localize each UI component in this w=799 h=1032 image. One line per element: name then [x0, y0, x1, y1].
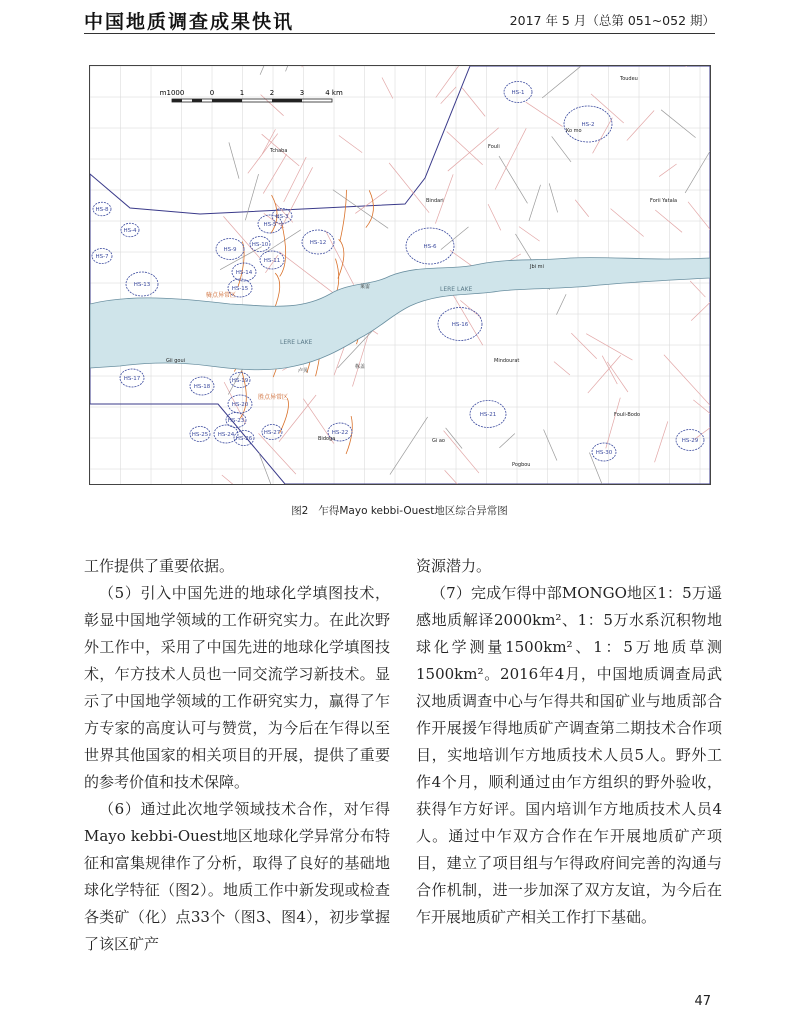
- right-column: [416, 553, 722, 931]
- anomaly-label: HS-14: [235, 270, 253, 276]
- region-label: 骑点异常区: [206, 292, 237, 299]
- figure-title: 乍得Mayo kebbi-Ouest地区综合异常图: [318, 505, 508, 517]
- scale-label-1: 1: [239, 89, 245, 97]
- anomaly-label: HS-10: [251, 242, 269, 248]
- anomaly-label: HS-24: [217, 432, 235, 438]
- fault-line: [441, 227, 469, 250]
- geochemical-anomaly-map: [89, 65, 711, 485]
- place-label: Ko mo: [566, 128, 582, 134]
- issue-info: 2017 年 5 月（总第 051~052 期）: [509, 13, 715, 28]
- place-label: Gii goui: [166, 358, 186, 364]
- place-label: 卢贝: [298, 368, 309, 374]
- anomaly-label: HS-8: [95, 207, 109, 213]
- fault-line: [229, 142, 239, 178]
- fault-line: [355, 190, 387, 213]
- fault-line: [542, 66, 581, 98]
- fault-line: [526, 102, 563, 126]
- fault-line: [258, 433, 295, 474]
- region-label: 胜点异常区: [258, 394, 289, 401]
- fault-line: [549, 183, 557, 212]
- anomaly-label: HS-11: [263, 258, 281, 264]
- place-label: Fouli-Bodo: [614, 412, 641, 418]
- fault-line: [664, 355, 710, 408]
- anomaly-label: HS-19: [231, 378, 249, 384]
- anomaly-label: HS-6: [423, 244, 437, 250]
- fault-line: [325, 231, 353, 285]
- scale-label-0: 0: [209, 89, 215, 97]
- fault-line: [685, 130, 710, 193]
- anomaly-label: HS-18: [193, 384, 211, 390]
- fault-line: [499, 434, 515, 448]
- fault-line: [591, 94, 624, 123]
- place-label: Gi ao: [432, 438, 445, 444]
- anomaly-label: HS-27: [263, 430, 281, 436]
- anomaly-label: HS-23: [227, 418, 245, 424]
- fault-line: [589, 452, 606, 484]
- fault-line: [444, 431, 479, 473]
- anomaly-label: HS-21: [479, 412, 497, 418]
- scale-label-3: 3: [299, 89, 305, 97]
- anomaly-label: HS-5: [263, 222, 277, 228]
- journal-title: 中国地质调查成果快讯: [84, 11, 295, 33]
- anomaly-label: HS-30: [595, 450, 613, 456]
- page-number: 47: [694, 994, 711, 1009]
- anomaly-label: HS-22: [331, 430, 349, 436]
- anomaly-label: HS-3: [275, 214, 289, 220]
- place-label: Pogbou: [512, 462, 531, 468]
- anomaly-label: HS-13: [133, 282, 151, 288]
- fault-line: [279, 252, 341, 299]
- fault-line: [659, 164, 676, 177]
- paragraph: 工作提供了重要依据。: [84, 557, 235, 575]
- fault-line: [688, 202, 710, 238]
- anomaly-label: HS-29: [681, 438, 699, 444]
- fault-line: [390, 417, 428, 475]
- fault-line: [593, 118, 613, 154]
- fault-line: [284, 157, 307, 202]
- fault-line: [488, 204, 501, 230]
- fault-line: [606, 398, 621, 449]
- fault-line: [245, 174, 258, 220]
- contour-line: [280, 223, 286, 277]
- fault-line: [261, 95, 284, 116]
- lere-lake: [90, 258, 710, 370]
- fault-line: [661, 110, 695, 138]
- contour-line: [279, 398, 288, 433]
- place-label: Toudeu: [620, 76, 638, 82]
- figure-caption: [0, 503, 799, 518]
- place-label: Bindari: [426, 198, 444, 204]
- place-label: Bidoga: [318, 436, 336, 442]
- fault-line: [382, 77, 393, 98]
- fault-line: [279, 395, 316, 442]
- anomaly-label: HS-20: [231, 402, 249, 408]
- anomaly-label: HS-9: [223, 247, 237, 253]
- fault-line: [571, 333, 596, 359]
- anomaly-label: HS-12: [309, 240, 327, 246]
- place-label: 栋盖: [355, 364, 366, 370]
- fault-line: [544, 429, 557, 460]
- fault-line: [447, 131, 483, 164]
- fault-line: [441, 87, 456, 104]
- anomaly-label: HS-2: [581, 122, 595, 128]
- fault-line: [691, 293, 710, 321]
- fault-line: [694, 419, 710, 439]
- anomaly-label: HS-15: [231, 286, 249, 292]
- place-label: Jbi mi: [530, 264, 544, 270]
- paragraph: （6）通过此次地学领域技术合作，对乍得Mayo kebbi-Ouest地区地球化学异常分布特征和富集规律作了分析，取得了良好的基础地球化学特征（图2）。地质工作中新发现或检查各类矿（化）点33个（图3、图4），初步掌握了该区矿产: [84, 800, 390, 953]
- fault-line: [575, 200, 589, 217]
- fault-line: [552, 136, 571, 162]
- fault-line: [499, 156, 527, 203]
- fault-line: [286, 66, 310, 71]
- fault-line: [263, 154, 286, 194]
- anomaly-label: HS-26: [235, 436, 253, 442]
- place-label: Tchaba: [270, 148, 288, 154]
- header-divider: [84, 33, 715, 34]
- place-label: Fouli: [488, 144, 500, 150]
- anomaly-label: HS-17: [123, 376, 141, 382]
- scale-label-2: 2: [269, 89, 275, 97]
- contour-line: [366, 190, 374, 227]
- anomaly-label: HS-25: [191, 432, 209, 438]
- fault-line: [655, 421, 668, 462]
- fault-line: [462, 88, 485, 117]
- fault-line: [602, 356, 617, 384]
- scale-label-4: 4 km: [325, 89, 343, 97]
- fault-line: [460, 300, 481, 317]
- fault-line: [556, 294, 566, 314]
- lake-label: LERE LAKE: [440, 286, 473, 293]
- fault-line: [607, 362, 628, 392]
- fault-line: [690, 281, 705, 297]
- paragraph: （5）引入中国先进的地球化学填图技术，彰显中国地学领域的工作研究实力。在此次野外工作中，采用了中国先进的地球化学填图技术，乍方技术人员也一同交流学习新技术。显示了中国地学领域的工作研究实力，赢得了乍方专家的高度认可与赞赏，为今后在乍得以至世界其他国家的相关项目的开展，提供了重要的参考价值和技术保障。: [84, 584, 390, 791]
- lake-label: LERE LAKE: [280, 339, 313, 346]
- scale-label-unit: m1000: [159, 89, 185, 97]
- fault-line: [519, 227, 540, 242]
- left-column: [84, 553, 390, 958]
- contour-line: [273, 273, 279, 311]
- anomaly-label: HS-16: [451, 322, 469, 328]
- paragraph: （7）完成乍得中部MONGO地区1：5万遥感地质解译2000km²、1：5万水系沉积物地球化学测量1500km²、1：5万地质草测1500km²。2016年4月，中国地质调查局武汉地质调查中心与乍得共和国矿业与地质部合作开展援乍得地质矿产调查第二期技术合作项目，实地培训乍方地质技术人员5人。野外工作4个月，顺利通过由乍方组织的野外验收，获得乍方好评。国内培训乍方地质技术人员4人。通过中乍双方合作在乍开展地质矿产项目，建立了项目组与乍得政府间完善的沟通与合作机制，进一步加深了双方友谊，为今后在乍开展地质矿产相关工作打下基础。: [416, 584, 722, 926]
- figure-number: 图2: [291, 505, 309, 517]
- scale-bar: [160, 89, 343, 102]
- place-label: Forii Yatala: [650, 198, 678, 204]
- fault-line: [554, 362, 570, 375]
- fault-line: [259, 453, 271, 484]
- anomaly-label: HS-4: [123, 228, 137, 234]
- fault-line: [627, 110, 654, 140]
- fault-line: [611, 209, 644, 237]
- place-label: 莱雷: [360, 284, 371, 290]
- paragraph: 资源潜力。: [416, 557, 492, 575]
- place-label: Mindourat: [494, 358, 520, 364]
- fault-line: [260, 66, 281, 75]
- map-canvas: [90, 66, 710, 484]
- anomaly-label: HS-7: [95, 254, 109, 260]
- anomaly-label: HS-1: [511, 90, 525, 96]
- contour-line: [340, 190, 346, 241]
- fault-line: [586, 334, 632, 360]
- fault-line: [339, 136, 362, 153]
- fault-line: [222, 475, 266, 484]
